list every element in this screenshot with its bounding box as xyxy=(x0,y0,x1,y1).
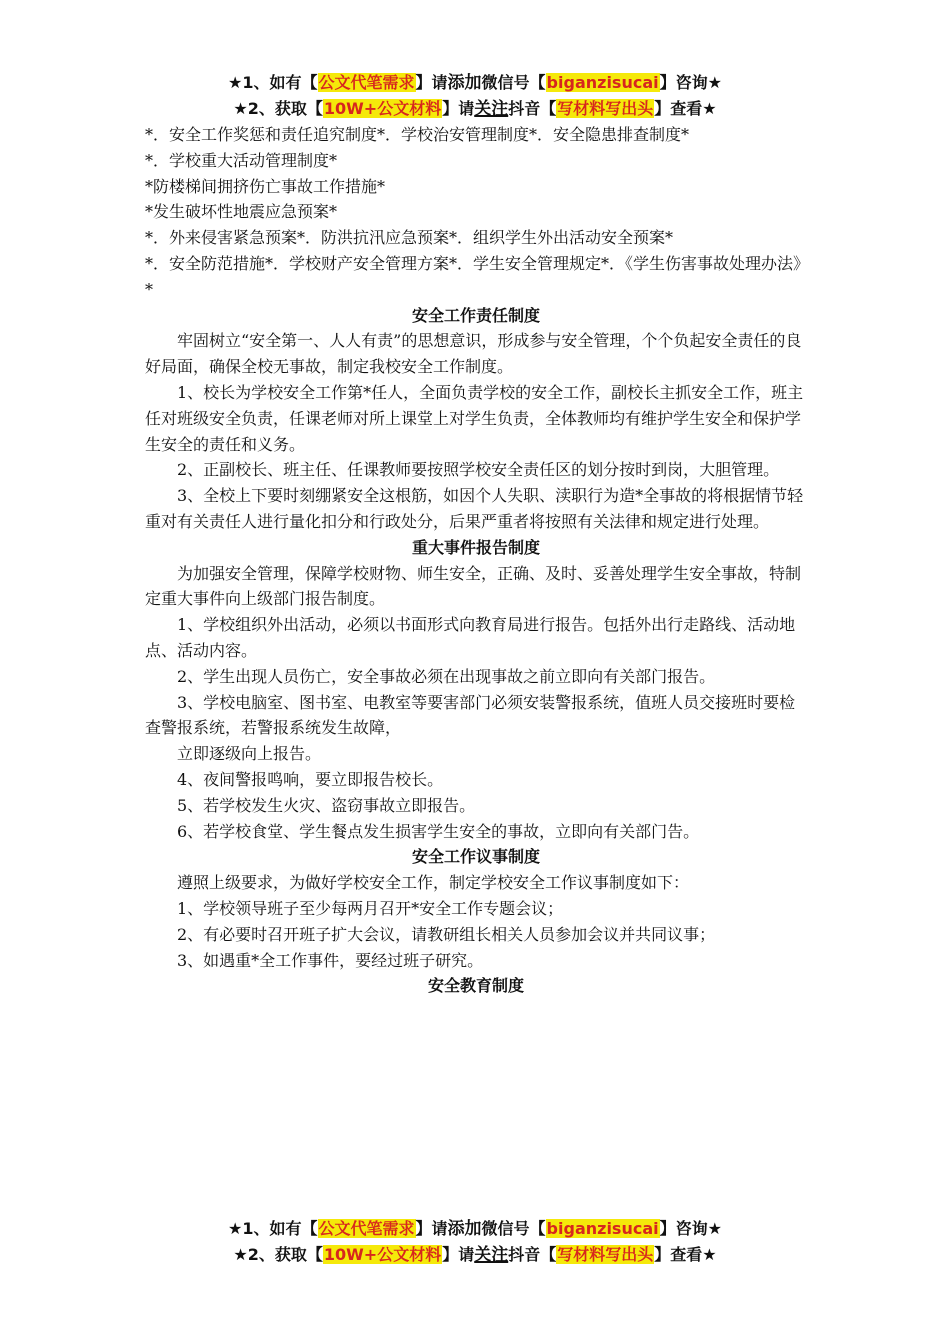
section-major-event-report xyxy=(145,535,807,845)
douyin-account: 写材料写出头 xyxy=(557,1245,654,1264)
paragraph: 4、夜间警报鸣响，要立即报告校长。 xyxy=(177,769,444,789)
section-heading: 安全教育制度 xyxy=(427,976,524,996)
document-body xyxy=(145,122,807,999)
section-safety-meeting xyxy=(145,844,807,973)
promo-banner-bottom xyxy=(0,1216,950,1268)
paragraph: 1、学校领导班子至少每两月召开*安全工作专题会议； xyxy=(177,898,564,918)
paragraph: 3、学校电脑室、图书室、电教室等要害部门必须安装警报系统，值班人员交接班时要检查警报系统，若警报系统发生故障， xyxy=(145,692,796,738)
paragraph: 6、若学校食堂、学生餐点发生损害学生安全的事故，立即向有关部门告。 xyxy=(177,821,700,841)
highlight-text: 10W+公文材料 xyxy=(323,1245,442,1264)
promo-line-1: ★1、如有【公文代笔需求】请添加微信号【biganzisucai】咨询★ xyxy=(228,73,722,93)
douyin-account: 写材料写出头 xyxy=(557,99,654,118)
paragraph: 2、正副校长、班主任、任课教师要按照学校安全责任区的划分按时到岗，大胆管理。 xyxy=(177,460,780,480)
section-heading: 安全工作责任制度 xyxy=(411,305,540,325)
toc-line: *发生破坏性地震应急预案* xyxy=(145,202,338,222)
paragraph: 遵照上级要求，为做好学校安全工作，制定学校安全工作议事制度如下： xyxy=(177,873,690,893)
promo-line-2: ★2、获取【10W+公文材料】请关注抖音【写材料写出头】查看★ xyxy=(233,1245,717,1265)
highlight-text: 公文代笔需求 xyxy=(318,1219,415,1238)
paragraph: 为加强安全管理，保障学校财物、师生安全，正确、及时、妥善处理学生安全事故，特制定重大事件向上级部门报告制度。 xyxy=(145,563,802,609)
section-heading: 安全工作议事制度 xyxy=(411,847,540,867)
promo-line-1: ★1、如有【公文代笔需求】请添加微信号【biganzisucai】咨询★ xyxy=(228,1219,722,1239)
toc-line: *防楼梯间拥挤伤亡事故工作措施* xyxy=(145,176,386,196)
table-of-contents xyxy=(145,122,807,303)
paragraph: 2、有必要时召开班子扩大会议，请教研组长相关人员参加会议并共同议事； xyxy=(177,924,716,944)
toc-line: *．安全工作奖惩和责任追究制度*．学校治安管理制度*．安全隐患排查制度* xyxy=(145,125,690,144)
paragraph: 立即逐级向上报告。 xyxy=(177,744,322,764)
wechat-id: biganzisucai xyxy=(546,73,659,92)
highlight-text: 公文代笔需求 xyxy=(318,73,415,92)
section-safety-education xyxy=(145,973,807,999)
paragraph: 1、校长为学校安全工作第*任人，全面负责学校的安全工作，副校长主抓安全工作，班主任对班级安全负责，任课老师对所上课堂上对学生负责，全体教师均有维护学生安全和保护学生安全的责任和义务。 xyxy=(145,382,804,454)
paragraph: 3、全校上下要时刻绷紧安全这根筋，如因个人失职、渎职行为造*全事故的将根据情节轻重对有关责任人进行量化扣分和行政处分，后果严重者将按照有关法律和规定进行处理。 xyxy=(145,486,804,531)
toc-line: *．安全防范措施*．学校财产安全管理方案*．学生安全管理规定*．《学生伤害事故处理办法》* xyxy=(145,253,802,299)
section-safety-responsibility xyxy=(145,303,807,535)
paragraph: 3、如遇重*全工作事件，要经过班子研究。 xyxy=(177,950,484,970)
promo-banner-top xyxy=(0,70,950,122)
wechat-id: biganzisucai xyxy=(546,1219,659,1238)
paragraph: 2、学生出现人员伤亡，安全事故必须在出现事故之前立即向有关部门报告。 xyxy=(177,666,716,686)
toc-line: *．学校重大活动管理制度* xyxy=(145,150,338,170)
highlight-text: 10W+公文材料 xyxy=(323,99,442,118)
section-heading: 重大事件报告制度 xyxy=(411,537,540,557)
paragraph: 1、学校组织外出活动，必须以书面形式向教育局进行报告。包括外出行走路线、活动地点、活动内容。 xyxy=(145,615,796,660)
paragraph: 5、若学校发生火灾、盗窃事故立即报告。 xyxy=(177,795,476,815)
paragraph: 牢固树立“安全第一、人人有责”的思想意识，形成参与安全管理，个个负起安全责任的良好局面，确保全校无事故，制定我校安全工作制度。 xyxy=(145,331,802,377)
promo-line-2: ★2、获取【10W+公文材料】请关注抖音【写材料写出头】查看★ xyxy=(233,99,717,119)
toc-line: *．外来侵害紧急预案*．防洪抗汛应急预案*．组织学生外出活动安全预案* xyxy=(145,228,674,248)
